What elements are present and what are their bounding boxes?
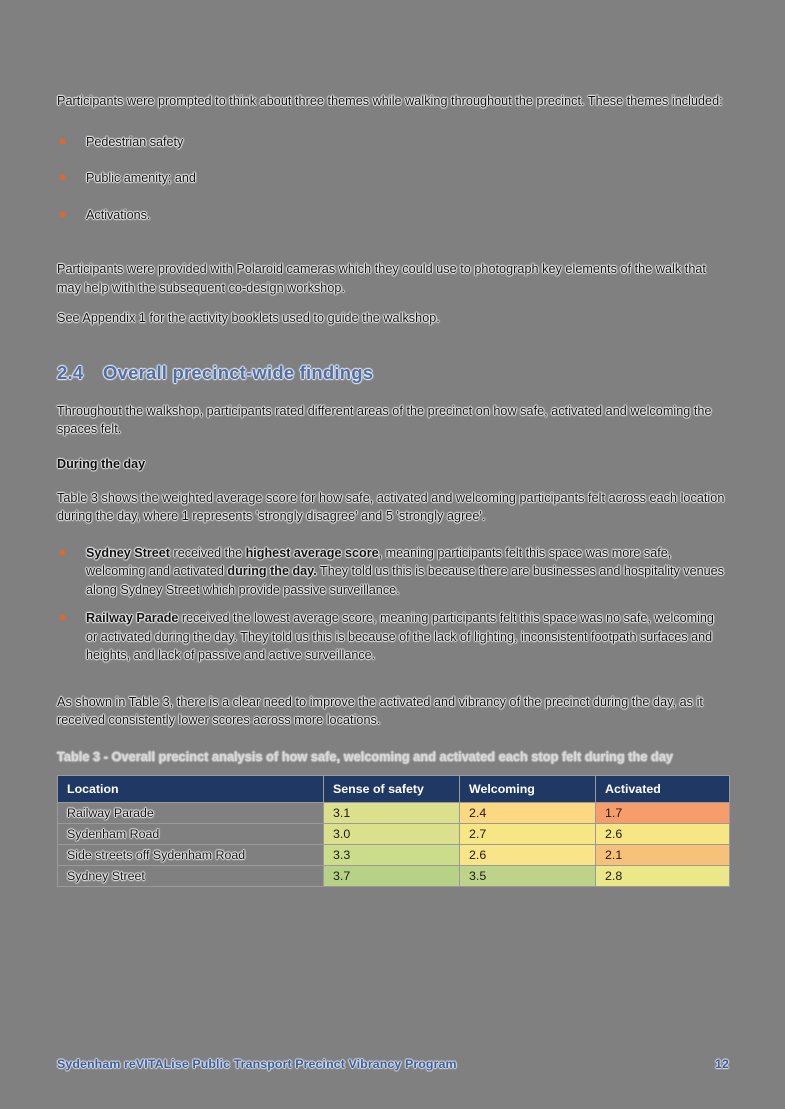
finding-lead: Railway Parade — [86, 611, 179, 625]
column-header-welcoming: Welcoming — [460, 776, 596, 803]
polaroid-paragraph: Participants were provided with Polaroid cameras which they could use to photograph key elements of the walk that may help with the subsequent co-design workshop. — [57, 262, 706, 295]
page-title — [57, 362, 727, 384]
page-content — [57, 92, 727, 887]
cell-location: Sydenham Road — [58, 824, 324, 845]
list-item-label: Activations. — [86, 207, 151, 222]
table-caption: Table 3 - Overall precinct analysis of how safe, welcoming and activated each stop felt during the day — [57, 749, 674, 764]
section-intro-paragraph: Throughout the walkshop, participants rated different areas of the precinct on how safe, activated and welcoming the spaces felt. — [57, 403, 712, 436]
table-row — [58, 866, 730, 887]
cell-safety: 3.3 — [324, 845, 460, 866]
finding-emphasis-a: highest average score — [245, 545, 379, 560]
table-intro-paragraph: Table 3 shows the weighted average score for how safe, activated and welcoming participants felt across each location during the day, where 1 represents 'strongly disagree' and 5 'strongly agree'. — [57, 490, 725, 523]
cell-location: Side streets off Sydenham Road — [58, 845, 324, 866]
closing-paragraph: As shown in Table 3, there is a clear need to improve the activated and vibrancy of the precinct during the day, as it received consistently lower scores across more locations. — [57, 694, 703, 727]
cell-welcoming: 2.6 — [460, 845, 596, 866]
table-body — [58, 803, 730, 887]
intro-paragraph: Participants were prompted to think about three themes while walking throughout the precinct. These themes included: — [57, 94, 723, 108]
bullet-square-icon — [60, 550, 65, 555]
cell-location: Railway Parade — [58, 803, 324, 824]
bullet-square-icon — [60, 139, 65, 144]
finding-text-a: received the lowest average score, meaning participants felt this space was no safe, welcoming or activated during the day. They told us this is because of the lack of lighting, inconsistent footpath surfaces and heights, and lack of passive and active surveillance. — [86, 611, 714, 662]
bullet-square-icon — [60, 175, 65, 180]
cell-welcoming: 3.5 — [460, 866, 596, 887]
cell-safety: 3.1 — [324, 803, 460, 824]
cell-welcoming: 2.7 — [460, 824, 596, 845]
list-item-label: Public amenity; and — [86, 171, 196, 185]
list-item — [57, 133, 727, 152]
list-item-label: Pedestrian safety — [86, 134, 184, 149]
list-item — [57, 544, 727, 600]
table-row — [58, 803, 730, 824]
section-title: Overall precinct-wide findings — [103, 361, 374, 383]
cell-safety: 3.0 — [324, 824, 460, 845]
finding-lead: Sydney Street — [86, 545, 170, 560]
subheading-during-the-day: During the day — [57, 456, 146, 471]
finding-text-c: They told us this is because there are businesses and hospitality venues along Sydney Street which provide passive surveillance. — [86, 564, 724, 597]
finding-text-b: , meaning participants felt this space was more safe, welcoming and activated — [86, 545, 672, 578]
finding-text-a: received the — [170, 545, 246, 560]
bullet-square-icon — [60, 212, 65, 217]
table-header-row — [58, 776, 730, 803]
footer-page-number: 12 — [715, 1057, 729, 1071]
column-header-location: Location — [58, 776, 324, 803]
column-header-sense-of-safety: Sense of safety — [324, 776, 460, 803]
themes-list — [57, 133, 727, 225]
cell-activated: 1.7 — [596, 803, 730, 824]
cell-welcoming: 2.4 — [460, 803, 596, 824]
findings-list — [57, 544, 727, 665]
list-item — [57, 169, 727, 188]
table-row — [58, 824, 730, 845]
column-header-activated: Activated — [596, 776, 730, 803]
footer-document-title: Sydenham reVITALise Public Transport Precinct Vibrancy Program — [57, 1057, 457, 1071]
cell-activated: 2.1 — [596, 845, 730, 866]
page-footer — [57, 1057, 729, 1071]
cell-safety: 3.7 — [324, 866, 460, 887]
cell-activated: 2.6 — [596, 824, 730, 845]
section-number: 2.4 — [57, 361, 84, 383]
precinct-analysis-table — [57, 775, 730, 887]
list-item — [57, 206, 727, 225]
appendix-paragraph: See Appendix 1 for the activity booklets used to guide the walkshop. — [57, 311, 440, 325]
cell-activated: 2.8 — [596, 866, 730, 887]
table-row — [58, 845, 730, 866]
bullet-square-icon — [60, 615, 65, 620]
cell-location: Sydney Street — [58, 866, 324, 887]
finding-emphasis-b: during the day. — [227, 564, 317, 578]
list-item — [57, 609, 727, 665]
